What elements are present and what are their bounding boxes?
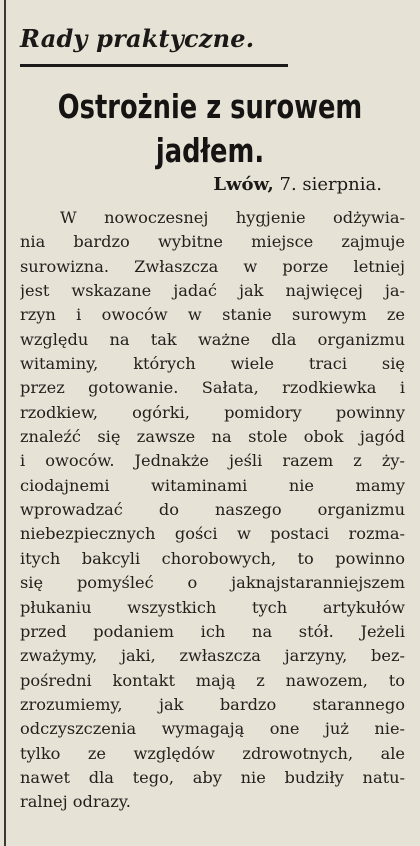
body-line: płukaniu wszystkich tych artykułów xyxy=(20,597,405,617)
body-line: W nowoczesnej hygjenie odżywia- xyxy=(60,208,405,227)
body-line: i owoców. Jednakże jeśli razem z ży- xyxy=(20,451,405,471)
dateline xyxy=(213,174,382,195)
body-line: wprowadzać do naszego organizmu xyxy=(20,500,405,520)
body-line: się pomyśleć o jaknajstaranniejszem xyxy=(20,573,405,593)
article-body xyxy=(20,206,405,815)
body-line: odczyszczenia wymagają one już nie- xyxy=(20,719,405,739)
dateline-date: 7. sierpnia. xyxy=(279,174,382,195)
body-line: jest wskazane jadać jak najwięcej ja- xyxy=(20,281,405,301)
body-line: rzodkiew, ogórki, pomidory powinny xyxy=(20,402,405,422)
section-title: Rady praktyczne. xyxy=(20,24,255,53)
headline-line-1: Ostrożnie z surowem xyxy=(57,87,363,126)
body-line: nia bardzo wybitne miejsce zajmuje xyxy=(20,232,405,252)
body-line: przez gotowanie. Sałata, rzodkiewka i xyxy=(20,378,405,398)
body-line: względu na tak ważne dla organizmu xyxy=(20,329,405,349)
body-line: nawet dla tego, aby nie budziły natu- xyxy=(20,767,405,787)
body-line: zrozumiemy, jak bardzo starannego xyxy=(20,694,405,714)
body-line: znaleźć się zawsze na stole obok jagód xyxy=(20,427,405,447)
section-underline xyxy=(20,64,288,67)
body-line: itych bakcyli chorobowych, to powinno xyxy=(20,548,405,568)
body-line: tylko ze względów zdrowotnych, ale xyxy=(20,743,405,763)
body-line: surowizna. Zwłaszcza w porze letniej xyxy=(20,256,405,276)
body-line: pośredni kontakt mają z nawozem, to xyxy=(20,670,405,690)
body-line: przed podaniem ich na stół. Jeżeli xyxy=(20,621,405,641)
body-line: witaminy, których wiele traci się xyxy=(20,354,405,374)
body-line: niebezpiecznych gości w postaci rozma- xyxy=(20,524,405,544)
body-line: zważymy, jaki, zwłaszcza jarzyny, bez- xyxy=(20,646,405,666)
dateline-city: Lwów, xyxy=(213,174,274,195)
body-line: rzyn i owoców w stanie surowym ze xyxy=(20,305,405,325)
body-line: ciodajnemi witaminami nie mamy xyxy=(20,475,405,495)
column-rule xyxy=(4,0,6,846)
headline-line-2: jadłem. xyxy=(155,131,265,170)
body-line: ralnej odrazy. xyxy=(20,792,131,812)
